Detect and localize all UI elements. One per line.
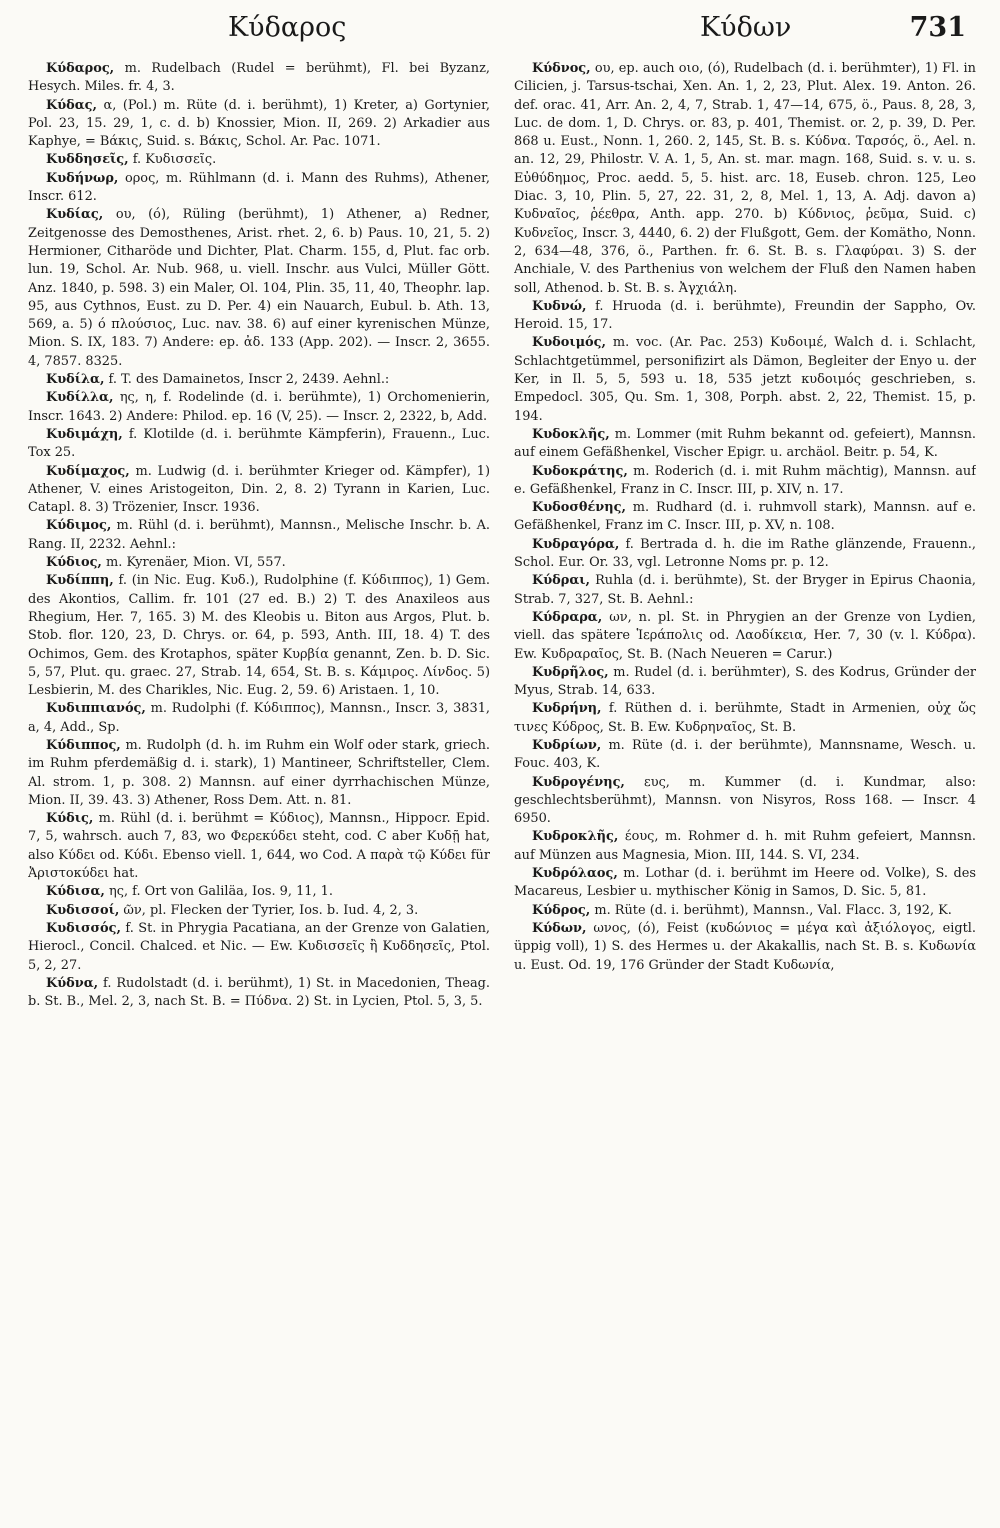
entry-text: f. T. des Damainetos, Inscr 2, 2439. Aehnl.:	[104, 372, 390, 388]
entry-headword: Κυδίμαχος,	[46, 463, 130, 479]
left-column	[28, 60, 490, 1522]
entry-headword: Κυδρήνη,	[532, 701, 602, 717]
dictionary-entry	[28, 975, 490, 1012]
dictionary-entry	[28, 517, 490, 554]
dictionary-entry	[514, 334, 976, 425]
entry-headword: Κύδιμος,	[46, 518, 112, 534]
entry-text: m. Kyrenäer, Mion. VI, 557.	[101, 555, 286, 571]
dictionary-entry	[28, 151, 490, 169]
dictionary-entry	[28, 60, 490, 97]
entry-text: ης, f. Ort von Galiläa, Ios. 9, 11, 1.	[104, 884, 333, 900]
dictionary-entry	[28, 426, 490, 463]
dictionary-entry	[514, 700, 976, 737]
entry-headword: Κύδων,	[532, 920, 587, 936]
entry-headword: Κύδνος,	[532, 61, 591, 76]
entry-headword: Κυδδησεῖς,	[46, 152, 129, 168]
entry-headword: Κυδροκλῆς,	[532, 829, 619, 845]
entry-headword: Κύδαρος,	[46, 61, 115, 76]
entry-headword: Κυδισσοί,	[46, 902, 120, 918]
entry-text: ου, (ό), Rüling (berühmt), 1) Athener, a) Redner, Zeitgenosse des Demosthenes, Arist. rhet. 2, 6. b) Paus. 10, 21, 5. 2) Hermioner, Citharöde und Dichter, Plat. Charm. 155, d, Plut. fac orb. lun. 19, Schol. Ar. Nub. 968, u. viell. Inschr. aus Vulci, Müller Gött. Anz. 1840, p. 598. 3) ein Maler, Ol. 104, Plin. 35, 11, 40, Theophr. lap. 95, aus Cythnos, Eust. zu D. Per. 4) ein Nauarch, Eubul. b. Ath. 13, 569, a. 5) ό πλούσιος, Luc. nav. 38. 6) auf einer kyrenischen Münze, Mion. S. IX, 183. 7) Andere: ep. ἀδ. 133 (App. 202). — Inscr. 2, 3655. 4, 7857. 8325.	[28, 207, 490, 369]
entry-text: f. Κυδισσεῖς.	[128, 152, 217, 168]
entry-text: m. Rudolph (d. h. im Ruhm ein Wolf oder stark, griech. im Ruhm pferdemäßig d. i. stark), 1) Mantineer, Schriftsteller, Clem. Al. strom. 1, p. 308. 2) Mannsn. auf einer dyrrhachischen Münze, Mion. II, 39. 43. 3) Athener, Ross Dem. Att. n. 81.	[28, 737, 490, 808]
entry-text: m. Ludwig (d. i. berühmter Krieger od. Kämpfer), 1) Athener, V. eines Aristogeiton, Din. 2, 8. 2) Tyrann in Karien, Luc. Catapl. 8. 3) Trözenier, Inscr. 1936.	[28, 463, 490, 516]
entry-headword: Κυδιμάχη,	[46, 426, 123, 442]
dictionary-entry	[514, 572, 976, 609]
entry-headword: Κυδίας,	[46, 207, 104, 223]
entry-text: m. Lommer (mit Ruhm bekannt od. gefeiert), Mannsn. auf einem Gefäßhenkel, Vischer Epigr. u. archäol. Beitr. p. 54, K.	[514, 426, 976, 461]
dictionary-entry	[28, 902, 490, 920]
entry-text: m. voc. (Ar. Pac. 253) Κυδοιμέ, Walch d. i. Schlacht, Schlachtgetümmel, personifizirt als Dämon, Begleiter der Enyo u. der Ker, in Il. 5, 5, 593 u. 18, 535 jetzt κυδοιμός geschrieben, s. Empedocl. 305, Qu. Sm. 1, 308, Porph. abst. 2, 22, Themist. 15, p. 194.	[514, 335, 976, 424]
entry-text: m. Rüte (d. i. der berühmte), Mannsname, Wesch. u. Fouc. 403, K.	[514, 737, 976, 772]
entry-headword: Κύδισα,	[46, 884, 105, 900]
entry-headword: Κυδοκράτης,	[532, 463, 628, 479]
entry-headword: Κυδήνωρ,	[46, 170, 119, 186]
entry-headword: Κυδρόλαος,	[532, 866, 618, 882]
entry-text: ου, ep. auch οιο, (ό), Rudelbach (d. i. berühmter), 1) Fl. in Cilicien, j. Tarsus-tschai, Xen. An. 1, 2, 23, Plut. Alex. 19. Anton. 26. def. orac. 41, Arr. An. 2, 4, 7, Strab. 1, 47—14, 675, ö., Paus. 8, 28, 3, Luc. de dom. 1, D. Chrys. or. 83, p. 401, Themist. or. 2, p. 39, D. Per. 868 u. Eust., Nonn. 1, 260. 2, 145, St. B. s. Κύδνα. Ταρσός, ö., Ael. n. an. 12, 29, Philostr. V. A. 1, 5, An. st. mar. magn. 168, Suid. s. v. u. s. Εὐθύδημος, Proc. aedd. 5, 5. hist. arc. 18, Euseb. chron. 125, Leo Diac. 3, 10, Plin. 5, 27, 22. 31, 2, 8, Mel. 1, 13, A. Adj. davon a) Κυδναῖος, ῥέεθρα, Anth. app. 270. b) Κύδνιος, ῥεῦμα, Suid. c) Κυδνεῖος, Inscr. 3, 4440, 6. 2) der Flußgott, Gem. der Komätho, Nonn. 2, 634—48, 376, ö., Parthen. fr. 6. St. B. s. Γλαφύραι. 3) S. der Anchiale, V. des Parthenius von welchem der Fluß den Namen haben soll, Athenod. b. St. B. s. Ἀγχιάλη.	[514, 61, 976, 296]
entry-text: f. Rüthen d. i. berühmte, Stadt in Armenien, οὐχ ὥς τινες Κύδρος, St. B. Ew. Κυδρηναῖος, St. B.	[514, 701, 976, 735]
entry-headword: Κυδνώ,	[532, 298, 587, 314]
page-number: 731	[909, 12, 966, 43]
dictionary-entry	[514, 60, 976, 298]
header-left-catchword: Κύδαρος	[228, 12, 347, 43]
dictionary-entry	[28, 810, 490, 883]
entry-text: m. Roderich (d. i. mit Ruhm mächtig), Mannsn. auf e. Gefäßhenkel, Franz in C. Inscr. III, p. XIV, n. 17.	[514, 463, 976, 497]
entry-headword: Κύδρος,	[532, 902, 591, 918]
dictionary-entry	[514, 920, 976, 975]
entry-text: ης, η, f. Rodelinde (d. i. berühmte), 1) Orchomenierin, Inscr. 1643. 2) Andere: Philod. ep. 16 (V, 25). — Inscr. 2, 2322, b, Add.	[28, 390, 490, 424]
entry-headword: Κυδιππιανός,	[46, 701, 146, 717]
entry-text: f. Klotilde (d. i. berühmte Kämpferin), Frauenn., Luc. Tox 25.	[28, 426, 490, 461]
dictionary-entry	[514, 426, 976, 463]
entry-headword: Κυδρῆλος,	[532, 664, 609, 680]
dictionary-entry	[514, 664, 976, 701]
dictionary-entry	[514, 828, 976, 865]
entry-headword: Κύδνα,	[46, 975, 99, 991]
entry-headword: Κυδίλα,	[46, 372, 105, 388]
entry-text: m. Rühl (d. i. berühmt), Mannsn., Melische Inschr. b. A. Rang. II, 2232. Aehnl.:	[28, 518, 490, 552]
entry-text: ωνος, (ό), Feist (κυδώνιος = μέγα καὶ ἀξιόλογος, eigtl. üppig voll), 1) S. des Hermes u. der Akakallis, nach St. B. s. Κυδωνία u. Eust. Od. 19, 176 Gründer der Stadt Κυδωνία,	[514, 920, 976, 973]
dictionary-entry	[514, 536, 976, 573]
entry-headword: Κύδας,	[46, 97, 98, 113]
entry-headword: Κυδρογένης,	[532, 774, 625, 790]
entry-text: m. Rudolphi (f. Κύδιππος), Mannsn., Inscr. 3, 3831, a, 4, Add., Sp.	[28, 701, 490, 735]
dictionary-entry	[28, 389, 490, 426]
entry-headword: Κυδοσθένης,	[532, 500, 626, 516]
dictionary-entry	[514, 298, 976, 335]
entry-headword: Κυδίλλα,	[46, 390, 114, 406]
entry-text: f. Bertrada d. h. die im Rathe glänzende, Frauenn., Schol. Eur. Or. 33, vgl. Letronne Noms pr. p. 12.	[514, 536, 976, 571]
entry-text: ευς, m. Kummer (d. i. Kundmar, also: geschlechtsberühmt), Mannsn. von Nisyros, Ross 168. — Inscr. 4 6950.	[514, 774, 976, 827]
entry-text: ορος, m. Rühlmann (d. i. Mann des Ruhms), Athener, Inscr. 612.	[28, 170, 490, 205]
entry-headword: Κυδρίων,	[532, 737, 602, 753]
entry-headword: Κυδισσός,	[46, 920, 121, 936]
dictionary-entry	[28, 883, 490, 901]
entry-headword: Κυδραγόρα,	[532, 536, 620, 552]
dictionary-entry	[514, 865, 976, 902]
entry-text: f. Rudolstadt (d. i. berühmt), 1) St. in Macedonien, Theag. b. St. B., Mel. 2, 3, nach St. B. = Πύδνα. 2) St. in Lycien, Ptol. 5, 3, 5.	[28, 975, 490, 1010]
dictionary-entry	[514, 499, 976, 536]
entry-headword: Κυδίππη,	[46, 573, 114, 589]
entry-text: m. Rühl (d. i. berühmt = Κύδιος), Mannsn., Hippocr. Epid. 7, 5, wahrsch. auch 7, 83, wo Φερεκύδει steht, cod. C aber Κυδῇ hat, also Κύδει od. Κύδι. Ebenso viell. 1, 644, wo Cod. A παρὰ τῷ Κύδει für Ἀριστοκύδει hat.	[28, 811, 490, 882]
entry-text: m. Rüte (d. i. berühmt), Mannsn., Val. Flacc. 3, 192, K.	[590, 902, 952, 918]
dictionary-entry	[514, 774, 976, 829]
dictionary-entry	[514, 902, 976, 920]
entry-text: f. St. in Phrygia Pacatiana, an der Grenze von Galatien, Hierocl., Concil. Chalced. et Nic. — Ew. Κυδισσεῖς ἢ Κυδδησεῖς, Ptol. 5, 2, 27.	[28, 920, 490, 973]
dictionary-entry	[28, 572, 490, 700]
dictionary-entry	[28, 371, 490, 389]
entry-text: f. Hruoda (d. i. berühmte), Freundin der Sappho, Ov. Heroid. 15, 17.	[514, 298, 976, 333]
dictionary-entry	[28, 97, 490, 152]
entry-text: Ruhla (d. i. berühmte), St. der Bryger in Epirus Chaonia, Strab. 7, 327, St. B. Aehnl.:	[514, 573, 976, 607]
entry-headword: Κυδοιμός,	[532, 335, 606, 351]
entry-headword: Κύδιππος,	[46, 737, 121, 753]
entry-text: m. Rudhard (d. i. ruhmvoll stark), Mannsn. auf e. Gefäßhenkel, Franz im C. Inscr. III, p. XV, n. 108.	[514, 500, 976, 534]
page-header	[0, 8, 1000, 54]
dictionary-entry	[28, 920, 490, 975]
dictionary-entry	[28, 737, 490, 810]
entry-text: m. Rudel (d. i. berühmter), S. des Kodrus, Gründer der Myus, Strab. 14, 633.	[514, 664, 976, 699]
dictionary-entry	[514, 737, 976, 774]
dictionary-entry	[514, 463, 976, 500]
entry-text: f. (in Nic. Eug. Κυδ.), Rudolphine (f. Κύδιππος), 1) Gem. des Akontios, Callim. fr. 101 (27 ed. B.) 2) T. des Anaxileos aus Rhegium, Her. 7, 165. 3) M. des Kleobis u. Biton aus Argos, Plut. b. Stob. flor. 120, 23, D. Chrys. or. 64, p. 593, Anth. III, 18. 4) T. des Ochimos, Gem. des Krotaphos, später Κυρβία genannt, Zen. b. D. Sic. 5, 57, Plut. qu. graec. 27, Strab. 14, 654, St. B. s. Κάμιρος. Λίνδος. 5) Lesbierin, M. des Charikles, Nic. Eug. 2, 59. 6) Aristaen. 1, 10.	[28, 573, 490, 699]
dictionary-entry	[514, 609, 976, 664]
entry-text: ῶν, pl. Flecken der Tyrier, Ios. b. Iud. 4, 2, 3.	[119, 902, 419, 918]
entry-headword: Κύδις,	[46, 811, 94, 827]
dictionary-entry	[28, 554, 490, 572]
dictionary-entry	[28, 463, 490, 518]
entry-text: ων, n. pl. St. in Phrygien an der Grenze von Lydien, viell. das spätere Ἱεράπολις od. Λαοδίκεια, Her. 7, 30 (v. l. Κύδρα). Ew. Κυδραραῖος, St. B. (Nach Neueren = Carur.)	[514, 609, 976, 662]
entry-text: m. Rudelbach (Rudel = berühmt), Fl. bei Byzanz, Hesych. Miles. fr. 4, 3.	[28, 61, 490, 95]
entry-headword: Κύδραι,	[532, 573, 590, 589]
dictionary-entry	[28, 700, 490, 737]
entry-headword: Κυδοκλῆς,	[532, 426, 610, 442]
entry-text: έους, m. Rohmer d. h. mit Ruhm gefeiert, Mannsn. auf Münzen aus Magnesia, Mion. III, 144. S. VI, 234.	[514, 829, 976, 863]
dictionary-entry	[28, 206, 490, 371]
entry-headword: Κύδραρα,	[532, 609, 603, 625]
entry-text: α, (Pol.) m. Rüte (d. i. berühmt), 1) Kreter, a) Gortynier, Pol. 23, 15. 29, 1, c. d. b) Knossier, Mion. II, 269. 2) Arkadier aus Kaphye, = Βάκις, Suid. s. Βάκις, Schol. Ar. Pac. 1071.	[28, 97, 490, 150]
header-right-catchword: Κύδων	[700, 12, 792, 43]
right-column	[514, 60, 976, 1522]
entry-text: m. Lothar (d. i. berühmt im Heere od. Volke), S. des Macareus, Lesbier u. mythischer König in Samos, D. Sic. 5, 81.	[514, 866, 976, 900]
entry-headword: Κύδιος,	[46, 555, 102, 571]
dictionary-entry	[28, 170, 490, 207]
